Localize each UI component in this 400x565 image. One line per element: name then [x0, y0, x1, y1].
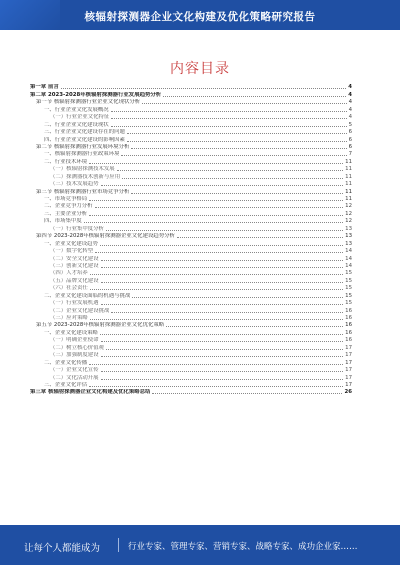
toc-page-number: 14 [345, 255, 352, 262]
toc-page-number: 17 [345, 367, 352, 374]
toc-entry-text: （一）行业发展机遇 [50, 300, 99, 307]
toc-entry-text: （一）核辐射探测技术发展 [50, 166, 115, 173]
toc-page-number: 13 [345, 240, 352, 247]
toc-entry-text: 第五节 2023-2028年核辐射探测器企业文化优化策略 [36, 322, 165, 329]
toc-leader-dots [101, 304, 344, 305]
report-footer [0, 525, 400, 565]
toc-leader-dots [127, 133, 347, 134]
toc-leader-dots [111, 118, 346, 119]
toc-leader-dots [95, 207, 344, 208]
toc-leader-dots [131, 148, 346, 149]
toc-leader-dots [89, 364, 343, 365]
toc-entry[interactable] [30, 352, 352, 359]
toc-leader-dots [89, 163, 343, 164]
toc-entry[interactable] [30, 158, 352, 165]
toc-leader-dots [101, 379, 344, 380]
toc-page-number: 17 [345, 374, 352, 381]
toc-leader-dots [117, 170, 343, 171]
toc-leader-dots [111, 312, 343, 313]
toc-entry-text: （二）树立核心价值观 [50, 344, 104, 351]
toc-heading: 内容目录 [170, 61, 230, 77]
toc-entry-text: （二）企业文化建设挑战 [50, 307, 110, 314]
toc-entry-text: （二）文化活动开展 [50, 374, 99, 381]
toc-entry[interactable] [30, 382, 352, 389]
toc-page-number: 5 [348, 121, 352, 128]
toc-entry[interactable] [30, 270, 352, 277]
toc-entry[interactable] [30, 106, 352, 113]
toc-entry-text: 第一节 核辐射探测器行业企业文化现状分析 [36, 99, 141, 106]
toc-page-number: 15 [345, 270, 352, 277]
toc-entry[interactable] [30, 188, 352, 195]
toc-entry[interactable] [30, 218, 352, 225]
toc-entry-text: 第一章 前言 [30, 84, 59, 91]
toc-leader-dots [101, 282, 344, 283]
toc-entry-text: 第二章 2023-2028年核辐射探测器行业发展趋势分析 [30, 91, 162, 98]
toc-entry-text: 第四节 2023-2028年核辐射探测器企业文化建设趋势分析 [36, 233, 175, 240]
toc-leader-dots [121, 155, 346, 156]
toc-page-number: 15 [345, 300, 352, 307]
toc-page-number: 11 [345, 173, 352, 180]
toc-leader-dots [89, 200, 343, 201]
toc-page-number: 26 [344, 389, 352, 396]
toc-entry[interactable] [30, 203, 352, 210]
toc-entry[interactable] [30, 173, 352, 180]
toc-entry-text: （一）企业文化宣传 [50, 367, 99, 374]
toc-page-number: 17 [345, 381, 352, 388]
toc-leader-dots [101, 371, 344, 372]
toc-page-number: 16 [345, 322, 352, 329]
toc-entry[interactable] [30, 166, 352, 173]
footer-slogan: 让每个人都能成为 [24, 543, 101, 554]
toc-entry-text: （六）社会责任 [50, 285, 88, 292]
toc-entry-text: （一）行业集中度分析 [50, 225, 104, 232]
toc-entry-text: 三、企业文化评估 [44, 381, 88, 388]
footer-tagline: 行业专家、管理专家、营销专家、战略专家、成功企业家…… [128, 542, 358, 552]
toc-leader-dots [61, 88, 346, 89]
toc-page-number: 16 [345, 329, 352, 336]
toc-page-number: 16 [345, 337, 352, 344]
toc-entry[interactable] [30, 225, 352, 232]
toc-entry-text: （三）创新文化建设 [50, 262, 99, 269]
toc-entry-text: 一、企业文化建设趋势 [44, 240, 98, 247]
toc-entry[interactable] [30, 337, 352, 344]
toc-page-number: 17 [345, 359, 352, 366]
toc-leader-dots [152, 393, 342, 394]
toc-leader-dots [90, 319, 343, 320]
toc-page-number: 6 [348, 129, 352, 136]
toc-leader-dots [90, 289, 343, 290]
toc-page-number: 13 [345, 233, 352, 240]
toc-leader-dots [177, 237, 343, 238]
toc-page-number: 14 [345, 248, 352, 255]
toc-leader-dots [101, 356, 344, 357]
toc-entry[interactable] [30, 367, 352, 374]
toc-page-number: 6 [348, 136, 352, 143]
toc-entry[interactable] [30, 136, 352, 143]
toc-entry[interactable] [30, 322, 352, 329]
toc-leader-dots [127, 141, 347, 142]
toc-entry-text: （五）品牌文化建设 [50, 277, 99, 284]
toc-entry-text: 三、行业企业文化建设存在的问题 [44, 129, 125, 136]
toc-leader-dots [111, 111, 347, 112]
toc-entry-text: （一）行业企业文化特征 [50, 114, 110, 121]
toc-entry[interactable] [30, 263, 352, 270]
toc-entry[interactable] [30, 151, 352, 158]
toc-entry[interactable] [30, 307, 352, 314]
toc-entry-text: 二、企业竞争力分析 [44, 203, 93, 210]
toc-entry-text: 三、主要企业分析 [44, 210, 88, 217]
toc-entry-text: （三）加强制度建设 [50, 352, 99, 359]
toc-leader-dots [106, 230, 343, 231]
toc-page-number: 15 [345, 292, 352, 299]
toc-entry-text: 第二节 核辐射探测器行业发展环境分析 [36, 143, 130, 150]
toc-page-number: 12 [345, 218, 352, 225]
report-header [0, 0, 400, 30]
toc-page-number: 6 [348, 143, 352, 150]
toc-page-number: 13 [345, 225, 352, 232]
toc-entry-text: 一、核辐射探测器行业政策环境 [44, 151, 120, 158]
toc-page-number: 15 [345, 285, 352, 292]
toc-entry-text: 二、企业文化建设面临的机遇与挑战 [44, 292, 131, 299]
toc-leader-dots [84, 222, 343, 223]
toc-entry[interactable] [30, 389, 352, 396]
toc-entry[interactable] [30, 292, 352, 299]
toc-entry[interactable] [30, 99, 352, 106]
toc-entry-text: 一、企业文化建设策略 [44, 329, 98, 336]
toc-leader-dots [100, 245, 343, 246]
toc-leader-dots [89, 386, 343, 387]
toc-leader-dots [122, 178, 343, 179]
toc-leader-dots [142, 103, 346, 104]
toc-entry-text: （三）技术发展趋势 [50, 181, 99, 188]
toc-page-number: 16 [345, 307, 352, 314]
toc-entry-text: 四、市场集中度 [44, 218, 82, 225]
toc-leader-dots [101, 341, 344, 342]
report-title: 核辐射探测器企业文化构建及优化策略研究报告 [84, 11, 316, 23]
toc-page-number: 4 [348, 84, 352, 91]
toc-entry[interactable] [30, 84, 352, 91]
toc-entry[interactable] [30, 344, 352, 351]
toc-entry-text: 二、行业企业文化建设现状 [44, 121, 109, 128]
toc-entry-text: 四、行业企业文化建设的影响因素 [44, 136, 125, 143]
table-of-contents [30, 84, 352, 396]
toc-entry[interactable] [30, 255, 352, 262]
toc-page-number: 12 [345, 203, 352, 210]
toc-entry[interactable] [30, 233, 352, 240]
toc-entry-text: （三）应对策略 [50, 315, 88, 321]
toc-page-number: 11 [345, 188, 352, 195]
toc-entry-text: （一）明确企业使命 [50, 337, 99, 344]
toc-leader-dots [101, 260, 344, 261]
toc-page-number: 11 [345, 158, 352, 165]
toc-page-number: 17 [345, 344, 352, 351]
toc-entry[interactable] [30, 248, 352, 255]
toc-page-number: 11 [345, 196, 352, 202]
toc-entry-text: 第三节 核辐射探测器行业市场竞争分析 [36, 188, 130, 195]
toc-leader-dots [163, 96, 346, 97]
toc-entry[interactable] [30, 359, 352, 366]
toc-entry[interactable] [30, 285, 352, 292]
toc-leader-dots [132, 297, 343, 298]
toc-entry[interactable] [30, 240, 352, 247]
toc-entry[interactable] [30, 300, 352, 307]
toc-leader-dots [101, 267, 344, 268]
toc-page-number: 16 [345, 315, 352, 321]
toc-entry-text: 第三章 核辐射探测器企业文化构建及优化策略总结 [30, 389, 151, 396]
toc-leader-dots [166, 326, 343, 327]
toc-entry-text: 一、市场竞争格局 [44, 196, 88, 202]
toc-page-number: 4 [348, 114, 352, 121]
toc-entry[interactable] [30, 277, 352, 284]
toc-entry[interactable] [30, 91, 352, 98]
toc-leader-dots [111, 126, 347, 127]
toc-leader-dots [100, 334, 343, 335]
toc-leader-dots [90, 274, 343, 275]
toc-page-number: 4 [348, 106, 352, 113]
toc-entry-text: 二、企业文化传播 [44, 359, 88, 366]
toc-entry-text: 一、行业企业文化发展概况 [44, 106, 109, 113]
toc-entry[interactable] [30, 210, 352, 217]
toc-leader-dots [101, 185, 344, 186]
toc-page-number: 15 [345, 277, 352, 284]
toc-leader-dots [106, 349, 343, 350]
toc-entry[interactable] [30, 329, 352, 336]
toc-leader-dots [89, 215, 343, 216]
toc-entry[interactable] [30, 121, 352, 128]
toc-entry[interactable] [30, 181, 352, 188]
toc-entry-text: （二）探测器技术创新与应用 [50, 173, 121, 180]
toc-entry-text: （四）人才培养 [50, 270, 88, 277]
toc-page-number: 11 [345, 181, 352, 188]
toc-entry[interactable] [30, 129, 352, 136]
toc-entry[interactable] [30, 114, 352, 121]
toc-entry[interactable] [30, 315, 352, 322]
toc-page-number: 4 [348, 99, 352, 106]
toc-leader-dots [95, 252, 343, 253]
toc-entry[interactable] [30, 144, 352, 151]
toc-page-number: 11 [345, 166, 352, 173]
toc-page-number: 12 [345, 210, 352, 217]
toc-page-number: 17 [345, 352, 352, 359]
toc-entry-text: （二）安全文化建设 [50, 255, 99, 262]
toc-page-number: 7 [348, 151, 352, 158]
toc-page-number: 4 [348, 91, 352, 98]
toc-entry[interactable] [30, 374, 352, 381]
footer-divider [118, 538, 119, 552]
toc-page-number: 14 [345, 262, 352, 269]
toc-entry-text: （一）数字化转型 [50, 248, 94, 255]
toc-leader-dots [131, 193, 343, 194]
toc-entry-text: 二、行业技术环境 [44, 158, 88, 165]
toc-entry[interactable] [30, 196, 352, 203]
